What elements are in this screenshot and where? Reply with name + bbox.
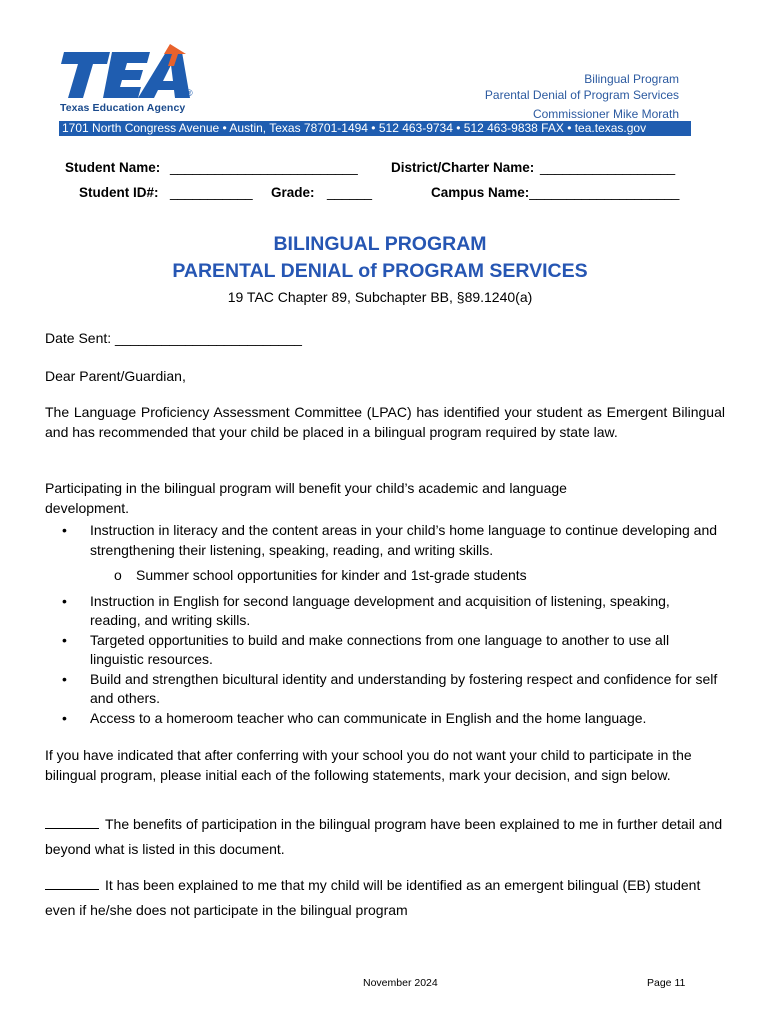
logo-tagline: Texas Education Agency: [60, 102, 186, 114]
header-line-3: Commissioner Mike Morath: [532, 107, 679, 121]
grade-field: [327, 185, 372, 200]
list-item: [62, 709, 722, 729]
bullet-icon: •: [62, 670, 67, 687]
bullet-text: Instruction in English for second language development and acquisition of listening, speaking, reading, and writing skills.: [90, 592, 670, 628]
grade-blank[interactable]: ______: [327, 185, 373, 200]
tea-logo: [58, 44, 208, 120]
student-name-row: [65, 160, 160, 175]
campus-blank[interactable]: ____________________: [529, 185, 680, 200]
list-sub-item: [62, 566, 722, 586]
district-field: [540, 160, 675, 175]
sub-bullet-text: Summer school opportunities for kinder and 1st-grade students: [136, 567, 527, 583]
bullet-icon: •: [62, 631, 67, 648]
statement-2-text: It has been explained to me that my child will be identified as an emergent bilingual (EB) student even if he/she does not participate in the bilingual program: [45, 877, 701, 918]
campus-label: Campus Name:: [431, 185, 530, 200]
benefits-list: [62, 521, 722, 728]
header-line-2: Parental Denial of Program Services: [484, 88, 679, 102]
student-id-field: [170, 185, 253, 200]
statement-1-text: The benefits of participation in the bilingual program have been explained to me in further detail and beyond what is listed in this document.: [45, 816, 723, 857]
registered-mark: ®: [186, 88, 193, 98]
campus-row: [431, 185, 679, 200]
bullet-text: Access to a homeroom teacher who can communicate in English and the home language.: [90, 709, 647, 726]
citation: 19 TAC Chapter 89, Subchapter BB, §89.1240(a): [227, 289, 533, 305]
address-bar: 1701 North Congress Avenue • Austin, Texas 78701-1494 • 512 463-9734 • 512 463-9838 FAX • tea.texas.gov: [59, 121, 691, 136]
title-line-2: PARENTAL DENIAL of PROGRAM SERVICES: [172, 260, 588, 282]
bullet-text: Instruction in literacy and the content areas in your child’s home language to continue developing and strengthening their listening, speaking, reading, and writing skills.: [90, 522, 718, 558]
student-id-blank[interactable]: ___________: [170, 185, 253, 200]
bullet-icon: •: [62, 522, 67, 538]
statement-2: [45, 873, 725, 923]
student-name-blank[interactable]: _________________________: [170, 160, 358, 175]
student-name-label: Student Name:: [65, 160, 161, 175]
bullet-text: Targeted opportunities to build and make connections from one language to another to use all linguistic resources.: [90, 631, 670, 667]
bullet-icon: •: [62, 709, 67, 726]
footer-page: Page 11: [647, 977, 686, 989]
list-item: [62, 631, 722, 670]
district-blank[interactable]: __________________: [540, 160, 676, 175]
initial-blank[interactable]: [45, 815, 99, 829]
statement-1: [45, 812, 725, 862]
footer-date: November 2024: [363, 977, 438, 989]
list-item: [62, 592, 722, 631]
district-label: District/Charter Name:: [391, 160, 535, 175]
document-title: [0, 231, 760, 285]
grade-label: Grade:: [271, 185, 315, 200]
initial-blank[interactable]: [45, 876, 99, 890]
header-line-1: Bilingual Program: [584, 72, 679, 86]
student-name-field: [170, 160, 358, 175]
list-item: [62, 521, 722, 560]
paragraph-lpac: The Language Proficiency Assessment Committee (LPAC) has identified your student as Emergent Bilingual and has recommended that your child be placed in a bilingual program required by state law.: [45, 404, 725, 440]
paragraph-instructions: If you have indicated that after conferring with your school you do not want your child to participate in the bilingual program, please initial each of the following statements, mark your decision, and sign below.: [45, 747, 692, 783]
bullet-icon: •: [62, 592, 67, 609]
paragraph-benefits: Participating in the bilingual program will benefit your child’s academic and language development.: [45, 480, 567, 516]
circle-bullet-icon: o: [114, 567, 122, 583]
student-id-label: Student ID#:: [79, 185, 159, 200]
date-sent: Date Sent: ________________________: [45, 330, 302, 346]
list-item: [62, 670, 722, 709]
title-line-1: BILINGUAL PROGRAM: [273, 233, 487, 255]
bullet-text: Build and strengthen bicultural identity and understanding by fostering respect and confidence for self and others.: [90, 670, 718, 706]
header-program-info: [485, 71, 679, 122]
salutation: Dear Parent/Guardian,: [45, 368, 186, 384]
